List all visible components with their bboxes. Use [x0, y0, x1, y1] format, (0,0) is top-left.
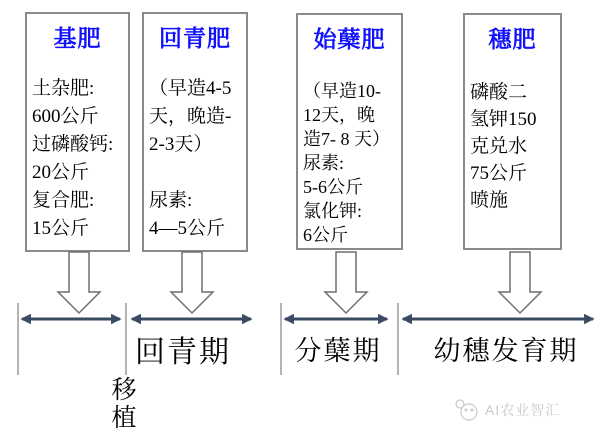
text-line: 造7- 8 天） [303, 129, 390, 149]
text-line: 氢钾150 [470, 109, 537, 130]
box-greening-fertilizer [142, 12, 248, 252]
timeline-label-panicle-development-period: 幼穗发育期 [433, 336, 579, 366]
text-line: （早造10- [303, 81, 381, 101]
down-block-arrow-panicle [499, 252, 541, 313]
box-tillering-fertilizer-title: 始蘖肥 [313, 26, 386, 52]
box-tillering-fertilizer-body [298, 79, 401, 247]
logo-face [461, 404, 477, 420]
text-line: 5-6公斤 [303, 177, 363, 197]
text-line: 75公斤 [470, 163, 528, 184]
text-line: 尿素: [149, 190, 193, 211]
text-line: 过磷酸钙: [32, 134, 114, 155]
text-line: 土杂肥: [32, 78, 95, 99]
text-line: 600公斤 [32, 106, 99, 127]
text-line: 20公斤 [32, 162, 90, 183]
text-line: 6公斤 [303, 225, 348, 245]
text-line: 12天，晚 [303, 105, 375, 125]
down-block-arrow-base [58, 252, 100, 313]
box-base-fertilizer-title: 基肥 [53, 25, 102, 51]
box-panicle-fertilizer [463, 13, 562, 250]
text-line: 4—5公斤 [149, 218, 226, 239]
box-base-fertilizer [25, 12, 130, 252]
timeline-label-tillering-period: 分蘖期 [294, 336, 382, 366]
text-line: （早造4-5 [149, 78, 232, 99]
watermark-logo-icon [453, 398, 481, 422]
box-greening-fertilizer-title: 回青肥 [159, 25, 231, 51]
text-line: 15公斤 [32, 218, 90, 239]
box-tillering-fertilizer [296, 13, 403, 250]
transplant-label: 移植 [111, 377, 137, 432]
down-block-arrow-greening [171, 252, 213, 313]
text-line: 2-3天） [149, 134, 213, 155]
box-panicle-fertilizer-body [465, 79, 560, 214]
box-greening-fertilizer-body [144, 75, 246, 243]
text-line: 复合肥: [32, 190, 95, 211]
timeline-label-greening-period: 回青期 [135, 336, 231, 369]
text-line: 天，晚造- [149, 106, 232, 127]
watermark-text: AI农业智汇 [485, 402, 561, 418]
watermark [453, 398, 560, 422]
text-line: 氯化钾: [303, 201, 363, 221]
text-line [149, 159, 246, 187]
box-panicle-fertilizer-title: 穗肥 [488, 26, 537, 52]
down-block-arrow-tillering [325, 252, 367, 313]
text-line: 克兑水 [470, 136, 528, 157]
box-base-fertilizer-body [27, 75, 128, 243]
text-line: 尿素: [303, 153, 345, 173]
logo-eye-left [465, 409, 468, 412]
logo-eye-right [471, 409, 474, 412]
text-line: 磷酸二 [470, 82, 528, 103]
text-line: 喷施 [470, 190, 509, 211]
